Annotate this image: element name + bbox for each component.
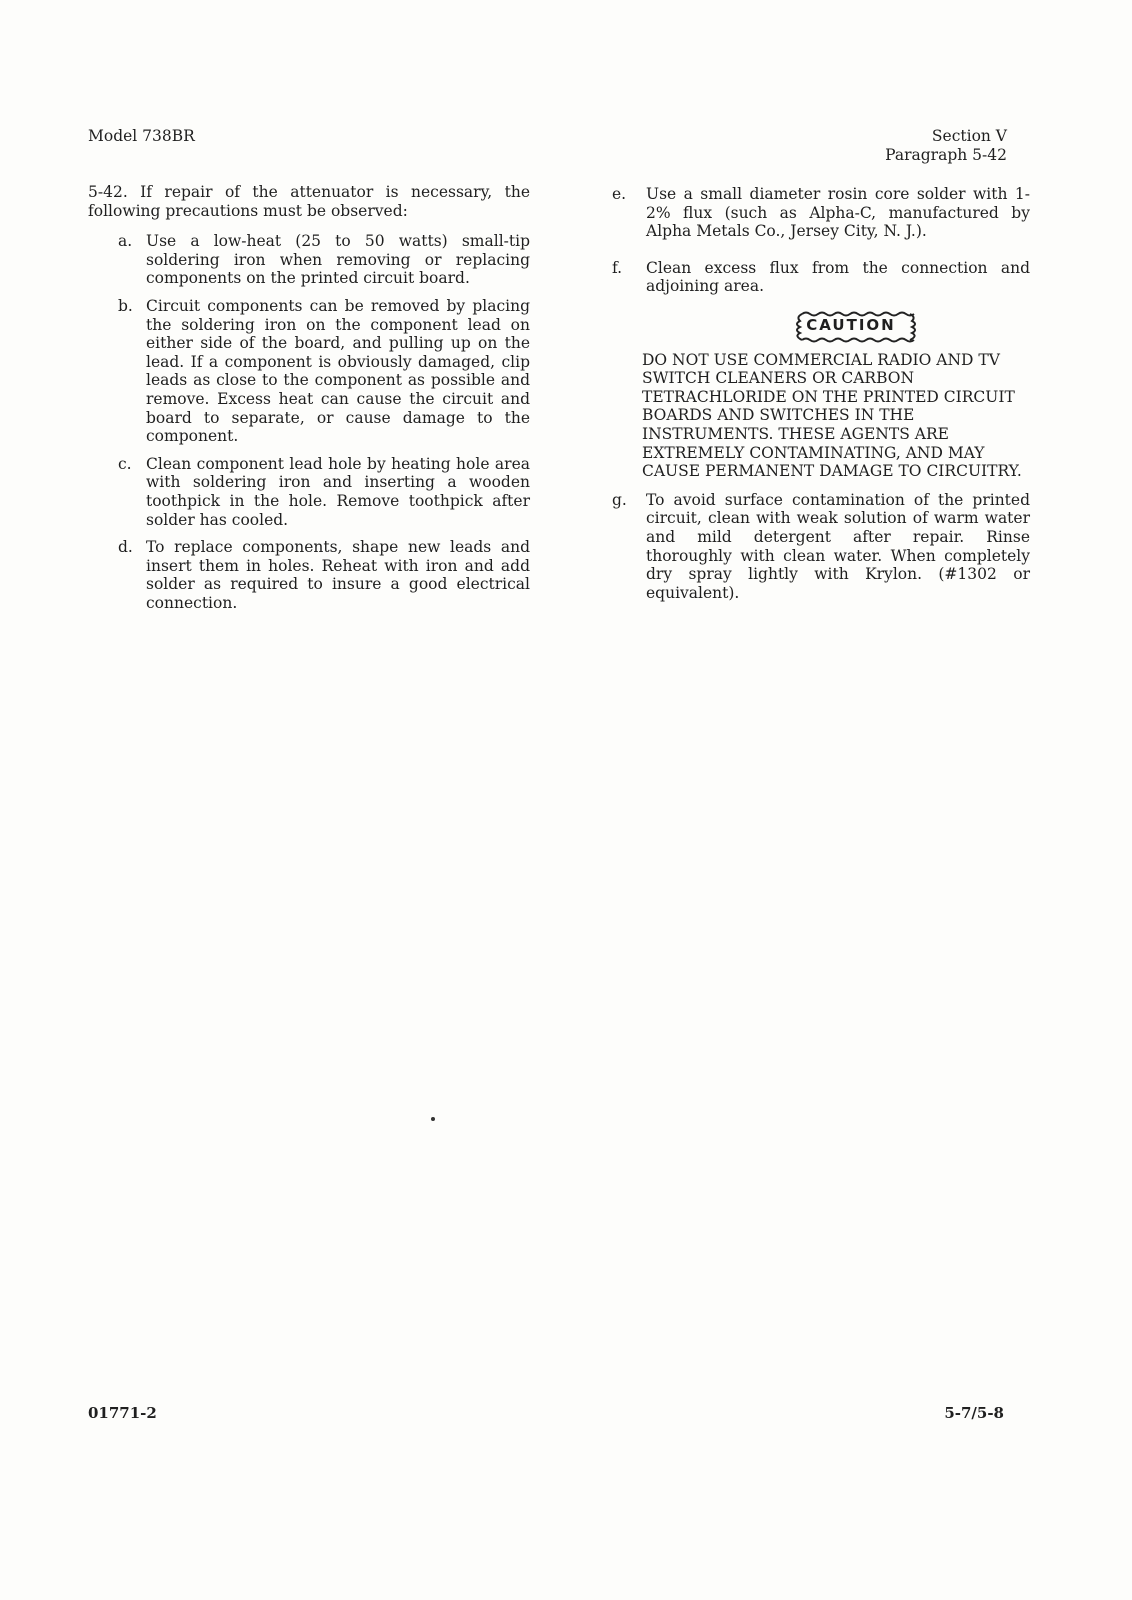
step-text: Clean excess flux from the connection and adjoining area. — [646, 258, 1030, 296]
intro-paragraph: 5-42. If repair of the attenuator is necessary, the following precautions must be observed: — [88, 183, 530, 220]
page-number: 5-7/5-8 — [944, 1404, 1004, 1422]
section-label: Section V — [931, 127, 1007, 145]
left-column — [88, 183, 530, 621]
step-label: g. — [612, 490, 627, 509]
step-b — [88, 297, 530, 446]
step-label: b. — [118, 296, 133, 315]
step-text: Use a small diameter rosin core solder with 1-2% flux (such as Alpha-C, manufactured by Alpha Metals Co., Jersey City, N. J.). — [646, 185, 1030, 241]
caution-title: CAUTION — [806, 315, 896, 334]
step-label: d. — [118, 538, 133, 557]
paragraph-label: Paragraph 5-42 — [885, 146, 1007, 164]
step-c — [88, 455, 530, 529]
step-label: e. — [612, 185, 627, 203]
right-column — [612, 185, 1030, 620]
step-text: To avoid surface contamination of the printed circuit, clean with weak solution of warm water and mild detergent after repair. Rinse thoroughly with clean water. When completely dry spray lightly with Krylon. (#1302 or equivalent). — [646, 490, 1030, 602]
step-text: Use a low-heat (25 to 50 watts) small-tip soldering iron when removing or replacing components on the printed circuit board. — [146, 232, 530, 288]
model-header: Model 738BR — [88, 127, 195, 145]
step-d — [88, 538, 530, 612]
step-text: To replace components, shape new leads and insert them in holes. Reheat with iron and add solder as required to insure a good electrical connection. — [146, 538, 530, 612]
step-label: f. — [612, 258, 623, 277]
step-text: Clean component lead hole by heating hole area with soldering iron and inserting a wooden toothpick in the hole. Remove toothpick after solder has cooled. — [146, 454, 530, 529]
stray-dot — [431, 1117, 435, 1121]
caution-text: DO NOT USE COMMERCIAL RADIO AND TV SWITCH CLEANERS OR CARBON TETRACHLORIDE ON THE PRINTED CIRCUIT BOARDS AND SWITCHES IN THE INSTRUMENTS. THESE AGENTS ARE EXTREMELY CONTAMINATING, AND MAY CAUSE PERMANENT DAMAGE TO CIRCUITRY. — [642, 350, 1022, 481]
caution-block — [612, 310, 1030, 341]
step-a — [88, 232, 530, 288]
document-number: 01771-2 — [88, 1404, 157, 1422]
step-text: Circuit components can be removed by placing the soldering iron on the component lead on either side of the board, and pulling up on the lead. If a component is obviously damaged, clip leads as close to the component as possible and remove. Excess heat can cause the circuit and board to separate, or cause damage to the component. — [146, 296, 530, 446]
step-e — [612, 185, 1030, 241]
step-label: c. — [118, 454, 132, 473]
step-g — [612, 491, 1030, 603]
section-header — [747, 127, 1007, 165]
caution-badge — [794, 310, 907, 341]
step-label: a. — [118, 232, 133, 251]
step-f — [612, 259, 1030, 296]
